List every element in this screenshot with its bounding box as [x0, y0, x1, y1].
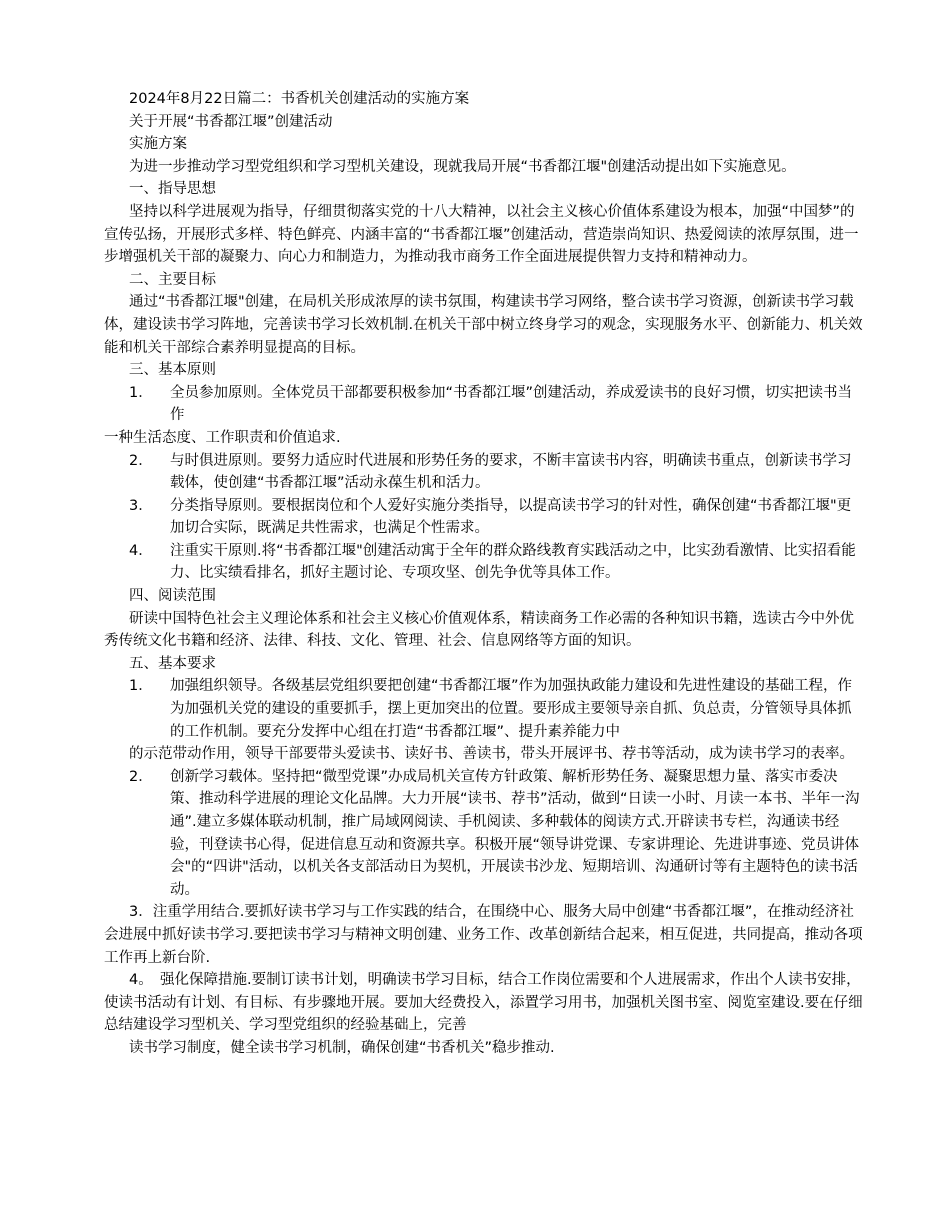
- principle-item: [104, 540, 864, 585]
- principle-item: [104, 495, 864, 540]
- list-number: 1．: [129, 678, 153, 695]
- list-text: 创新学习载体。坚持把“微型党课”办成局机关宣传方针政策、解析形势任务、凝聚思想力量、落实市委决策、推动科学进展的理论文化品牌。大力开展“读书、荐书”活动，做到“日读一小时、月读一本书、半年一沟通”.建立多媒体联动机制，推广局域网阅读、手机阅读、多种载体的阅读方式.开辟读书专栏，沟通读书经验，刊登读书心得，促进信息互动和资源共享。积极开展“领导讲党课、专家讲理论、先进讲事迹、党员讲体会"的“四讲"活动，以机关各支部活动日为契机，开展读书沙龙、短期培训、沟通研讨等有主题特色的读书活动。: [170, 768, 860, 898]
- list-text: 加强组织领导。各级基层党组织要把创建“书香都江堰”作为加强执政能力建设和先进性建设的基础工程，作为加强机关党的建设的重要抓手，摆上更加突出的位置。要形成主要领导亲自抓、负总责，分管领导具体抓的工作机制。要充分发挥中心组在打造“书香都江堰”、提升素养能力中: [170, 678, 853, 740]
- requirement-item-1-continuation: 的示范带动作用，领导干部要带头爱读书、读好书、善读书，带头开展评书、荐书等活动，成为读书学习的表率。: [129, 746, 854, 763]
- list-text: 与时俱进原则。要努力适应时代进展和形势任务的要求，不断丰富读书内容，明确读书重点，创新读书学习载体，使创建“书香都江堰”活动永葆生机和活力。: [170, 452, 852, 492]
- document-body: [104, 88, 864, 1060]
- list-number: 2．: [129, 768, 153, 785]
- requirement-item-3: 3．注重学用结合.要抓好读书学习与工作实践的结合，在围绕中心、服务大局中创建“书香都江堰”，在推动经济社会进展中抓好读书学习.要把读书学习与精神文明创建、业务工作、改革创新结合起来，相互促进，共同提高，推动各项工作再上新台阶.: [104, 904, 863, 966]
- list-number: 4．: [129, 542, 153, 559]
- principle-item-1-continuation: 一种生活态度、工作职责和价值追求.: [104, 429, 341, 446]
- section-1-body: 坚持以科学进展观为指导，仔细贯彻落实党的十八大精神，以社会主义核心价值体系建设为根本，加强“中国梦”的宣传弘扬，开展形式多样、特色鲜亮、内涵丰富的“书香都江堰”创建活动，营造崇尚知识、热爱阅读的浓厚氛围，进一步增强机关干部的凝聚力、向心力和制造力，为推动我市商务工作全面进展提供智力支持和精神动力。: [104, 203, 859, 266]
- section-5-heading: 五、基本要求: [129, 655, 216, 672]
- intro-paragraph: 为进一步推动学习型党组织和学习型机关建设，现就我局开展“书香都江堰"创建活动提出如下实施意见。: [129, 158, 796, 175]
- requirement-item: [104, 675, 864, 743]
- list-number: 1．: [129, 384, 153, 401]
- list-number: 2．: [129, 452, 153, 469]
- section-2-heading: 二、主要目标: [129, 271, 216, 288]
- requirement-item-4-continuation: 读书学习制度，健全读书学习机制，确保创建“书香机关”稳步推动.: [129, 1039, 555, 1056]
- doc-title: 2024年8月22日篇二：书香机关创建活动的实施方案: [129, 91, 470, 107]
- section-2-body: 通过“书香都江堰"创建，在局机关形成浓厚的读书氛围，构建读书学习网络，整合读书学习资源，创新读书学习载体，建设读书学习阵地，完善读书学习长效机制.在机关干部中树立终身学习的观念，实现服务水平、创新能力、机关效能和机关干部综合素养明显提高的目标。: [104, 294, 863, 356]
- section-3-heading: 三、基本原则: [129, 362, 216, 379]
- doc-subtitle-2: 实施方案: [129, 136, 187, 153]
- section-4-body: 研读中国特色社会主义理论体系和社会主义核心价值观体系，精读商务工作必需的各种知识书籍，选读古今中外优秀传统文化书籍和经济、法律、科技、文化、管理、社会、信息网络等方面的知识。: [104, 610, 854, 650]
- principle-item: [104, 450, 864, 495]
- section-1-heading: 一、指导思想: [129, 181, 216, 198]
- list-number: 3．: [129, 497, 153, 514]
- list-text: 全员参加原则。全体党员干部都要积极参加“书香都江堰”创建活动，养成爱读书的良好习惯，切实把读书当作: [170, 384, 853, 424]
- requirement-item: [104, 766, 864, 902]
- doc-subtitle-1: 关于开展“书香都江堰”创建活动: [129, 113, 333, 130]
- principle-item: [104, 382, 864, 427]
- list-text: 分类指导原则。要根据岗位和个人爱好实施分类指导，以提高读书学习的针对性，确保创建“书香都江堰"更加切合实际，既满足共性需求，也满足个性需求。: [170, 497, 852, 537]
- section-4-heading: 四、阅读范围: [129, 588, 216, 605]
- list-text: 注重实干原则.将“书香都江堰"创建活动寓于全年的群众路线教育实践活动之中，比实劲看激情、比实招看能力、比实绩看排名，抓好主题讨论、专项攻坚、创先争优等具体工作。: [170, 542, 856, 582]
- requirement-item-4: 4。 强化保障措施.要制订读书计划，明确读书学习目标，结合工作岗位需要和个人进展需求，作出个人读书安排，使读书活动有计划、有目标、有步骤地开展。要加大经费投入，添置学习用书，加强机关图书室、阅览室建设.要在仔细总结建设学习型机关、学习型党组织的经验基础上，完善: [104, 972, 863, 1034]
